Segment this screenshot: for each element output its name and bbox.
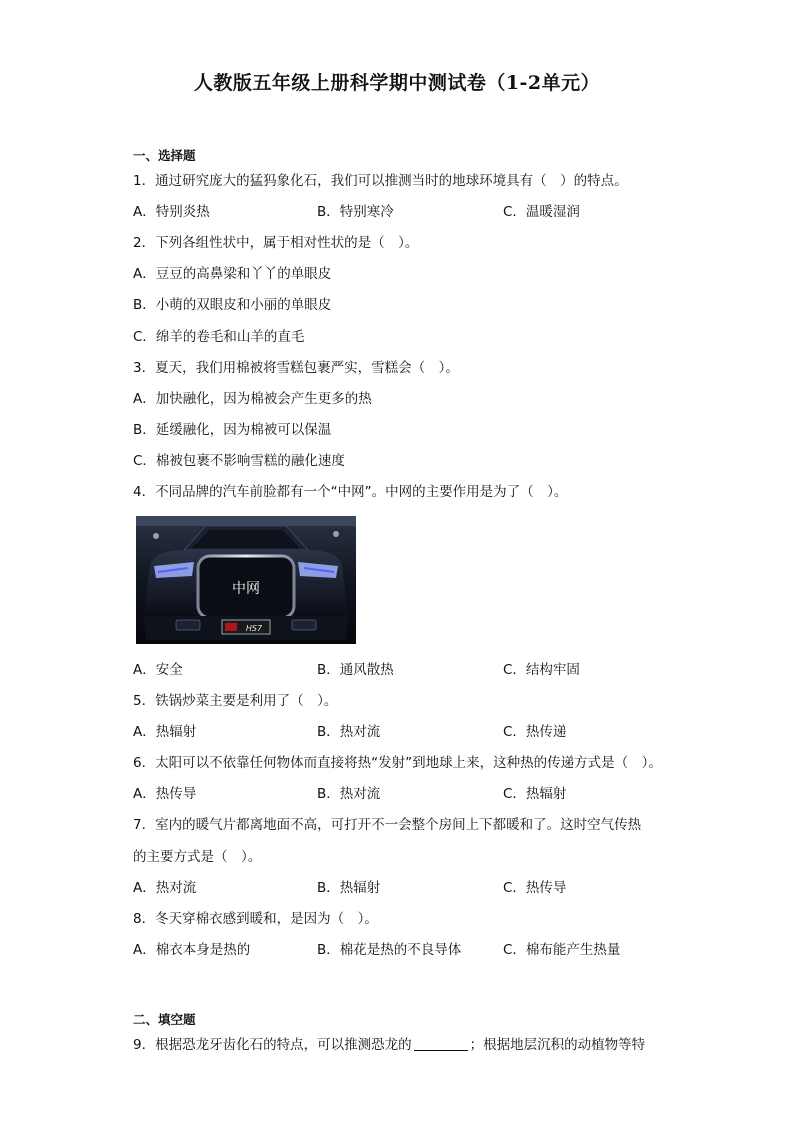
q4-option-b: B．通风散热 bbox=[317, 662, 394, 678]
q2-option-c: C．绵羊的卷毛和山羊的直毛 bbox=[133, 329, 305, 345]
q7-option-a: A．热对流 bbox=[133, 880, 197, 896]
q7-option-b: B．热辐射 bbox=[317, 880, 381, 896]
q6-option-b: B．热对流 bbox=[317, 786, 381, 802]
q1-option-a: A．特别炎热 bbox=[133, 204, 210, 220]
question-9 bbox=[133, 1036, 645, 1054]
car-grille-image bbox=[136, 516, 356, 644]
question-7-line-2: 的主要方式是（ ）。 bbox=[133, 849, 262, 865]
question-8: 8．冬天穿棉衣感到暖和，是因为（ ）。 bbox=[133, 911, 378, 927]
q6-option-a: A．热传导 bbox=[133, 786, 197, 802]
q8-option-a: A．棉衣本身是热的 bbox=[133, 942, 251, 958]
plate-text: HS7 bbox=[245, 624, 263, 633]
grille-label: 中网 bbox=[232, 581, 260, 597]
section-heading-fill: 二、填空题 bbox=[133, 1012, 196, 1027]
question-4: 4．不同品牌的汽车前脸都有一个“中网”。中网的主要作用是为了（ ）。 bbox=[133, 484, 568, 500]
q3-option-c: C．棉被包裹不影响雪糕的融化速度 bbox=[133, 453, 345, 469]
q3-option-b: B．延缓融化，因为棉被可以保温 bbox=[133, 422, 332, 438]
question-2: 2．下列各组性状中，属于相对性状的是（ ）。 bbox=[133, 235, 419, 251]
question-7-line-1: 7．室内的暖气片都离地面不高，可打开不一会整个房间上下都暖和了。这时空气传热 bbox=[133, 817, 642, 833]
q9-text-before: 9．根据恐龙牙齿化石的特点，可以推测恐龙的 bbox=[133, 1037, 412, 1053]
q6-option-c: C．热辐射 bbox=[503, 786, 567, 802]
question-6: 6．太阳可以不依靠任何物体而直接将热“发射”到地球上来，这种热的传递方式是（ ）。 bbox=[133, 755, 662, 771]
q8-option-c: C．棉布能产生热量 bbox=[503, 942, 621, 958]
q3-option-a: A．加快融化，因为棉被会产生更多的热 bbox=[133, 391, 372, 407]
q9-text-after: ；根据地层沉积的动植物等特 bbox=[469, 1037, 646, 1053]
section-heading-choice: 一、选择题 bbox=[133, 148, 196, 163]
question-3: 3．夏天，我们用棉被将雪糕包裹严实，雪糕会（ ）。 bbox=[133, 360, 459, 376]
q1-option-b: B．特别寒冷 bbox=[317, 204, 394, 220]
page-title: 人教版五年级上册科学期中测试卷（1-2单元） bbox=[193, 72, 601, 94]
q5-option-a: A．热辐射 bbox=[133, 724, 197, 740]
q5-option-b: B．热对流 bbox=[317, 724, 381, 740]
q9-answer-blank[interactable] bbox=[414, 1037, 468, 1051]
q2-option-b: B．小萌的双眼皮和小丽的单眼皮 bbox=[133, 297, 332, 313]
question-5: 5．铁锅炒菜主要是利用了（ ）。 bbox=[133, 693, 338, 709]
q1-option-c: C．温暖湿润 bbox=[503, 204, 580, 220]
q4-option-c: C．结构牢固 bbox=[503, 662, 580, 678]
q4-option-a: A．安全 bbox=[133, 662, 183, 678]
question-1: 1．通过研究庞大的猛犸象化石，我们可以推测当时的地球环境具有（ ）的特点。 bbox=[133, 173, 628, 189]
q2-option-a: A．豆豆的高鼻梁和丫丫的单眼皮 bbox=[133, 266, 332, 282]
q5-option-c: C．热传递 bbox=[503, 724, 567, 740]
q7-option-c: C．热传导 bbox=[503, 880, 567, 896]
q8-option-b: B．棉花是热的不良导体 bbox=[317, 942, 462, 958]
